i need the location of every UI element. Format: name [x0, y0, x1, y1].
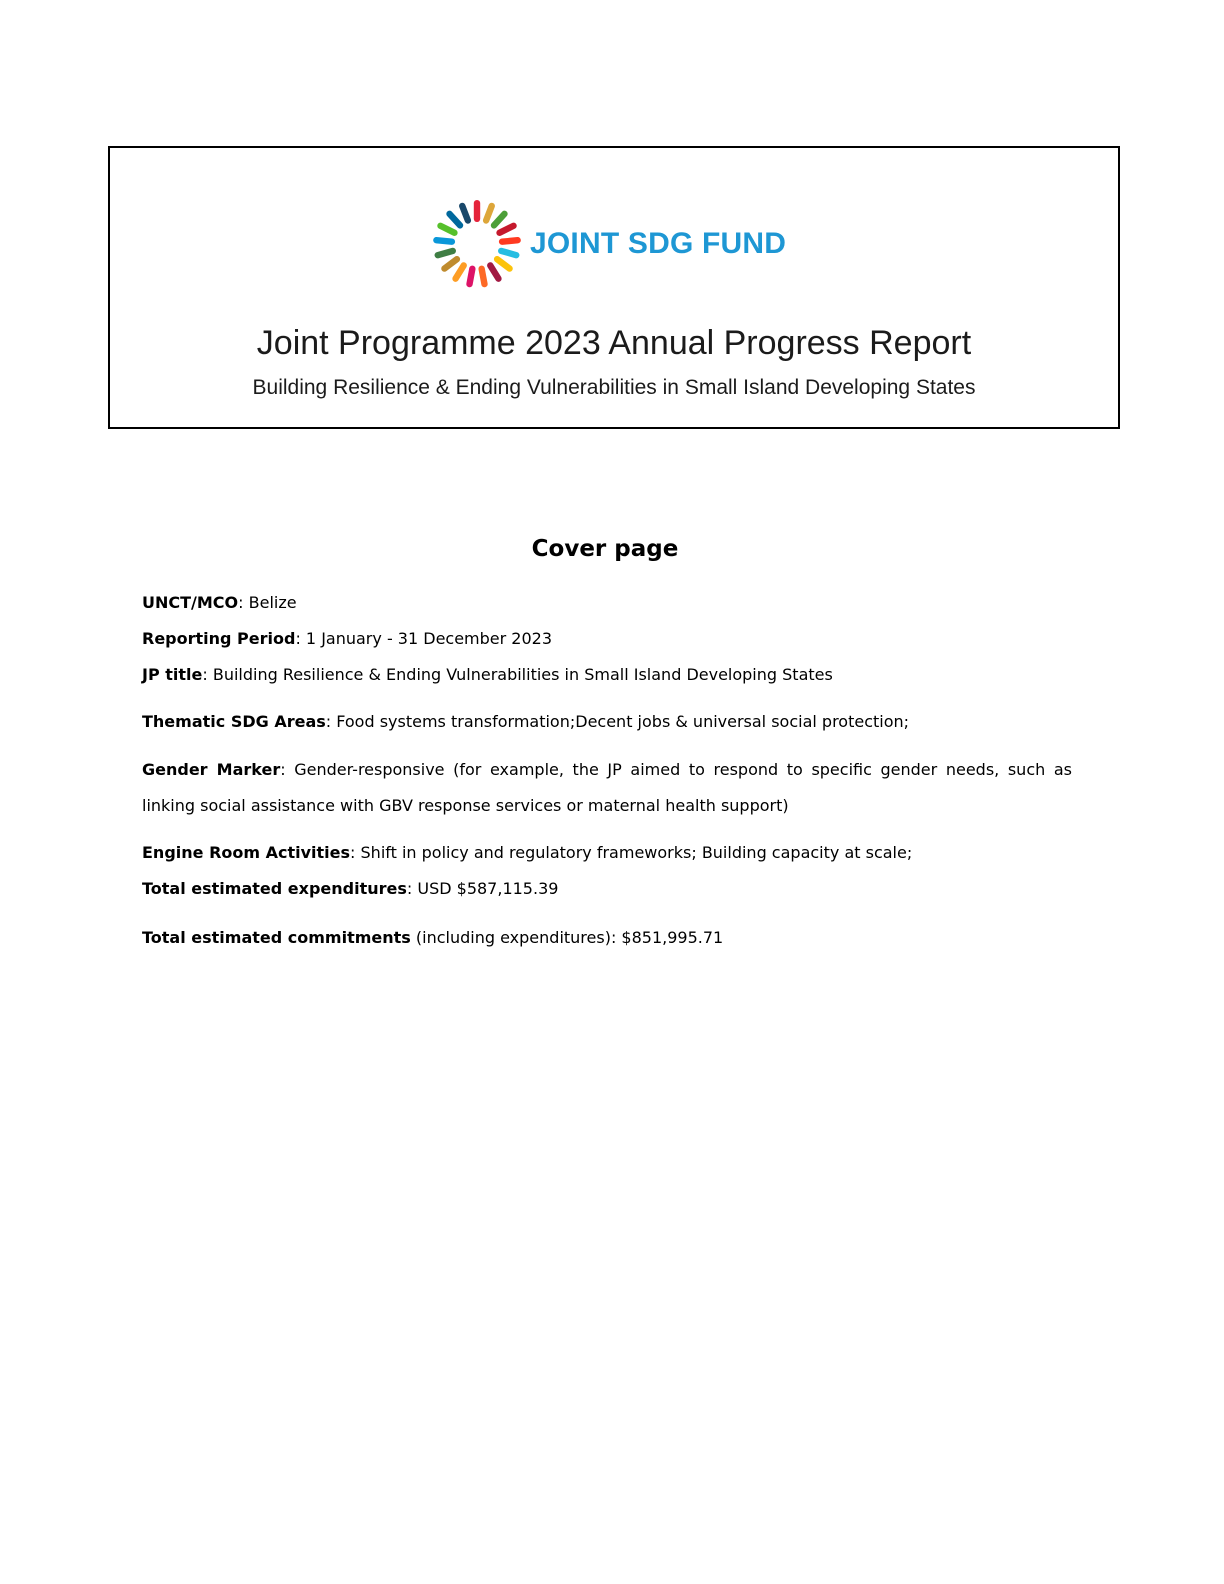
sdg-wheel-petal	[478, 265, 488, 288]
field-value: : 1 January - 31 December 2023	[295, 629, 553, 648]
field-value: : Building Resilience & Ending Vulnerabilities in Small Island Developing States	[202, 665, 833, 684]
field-value: : Food systems transformation;Decent jobs & universal social protection;	[325, 712, 910, 731]
sdg-wheel-petal	[497, 247, 520, 259]
field-gender-marker	[142, 752, 1072, 824]
report-subtitle: Building Resilience & Ending Vulnerabilities in Small Island Developing States	[252, 376, 976, 399]
field-label: Reporting Period	[142, 629, 296, 648]
field-value: : Shift in policy and regulatory frameworks; Building capacity at scale;	[350, 843, 913, 862]
sdg-wheel-petal	[433, 237, 455, 245]
field-label: Engine Room Activities	[142, 843, 351, 862]
sdg-wheel-petal	[474, 200, 480, 222]
field-engine-room-activities	[142, 835, 1072, 871]
report-header-box	[108, 146, 1120, 429]
field-label: Gender Marker	[142, 760, 281, 779]
logo-text: JOINT SDG FUND	[530, 227, 787, 260]
field-label: Thematic SDG Areas	[142, 712, 326, 731]
field-unct-mco	[142, 585, 1072, 621]
field-value: : Belize	[238, 593, 297, 612]
field-label: UNCT/MCO	[142, 593, 239, 612]
sdg-wheel-petal	[434, 247, 457, 259]
sdg-wheel-icon	[432, 192, 522, 296]
field-value: : USD $587,115.39	[406, 879, 559, 898]
field-label: Total estimated expenditures	[142, 879, 407, 898]
field-thematic-sdg-areas	[142, 704, 1072, 740]
field-label: JP title	[142, 665, 203, 684]
field-total-expenditures	[142, 871, 1072, 907]
sdg-wheel-petal	[466, 265, 476, 288]
field-value: (including expenditures): $851,995.71	[410, 928, 724, 947]
report-title: Joint Programme 2023 Annual Progress Report	[256, 324, 972, 362]
cover-page-heading: Cover page	[531, 536, 679, 562]
field-reporting-period	[142, 621, 1072, 657]
field-label: Total estimated commitments	[142, 928, 411, 947]
joint-sdg-fund-logo	[432, 192, 786, 296]
field-value: : Gender-responsive (for example, the JP aimed to respond to specific gender needs, such as linking social assistance with GBV response services or maternal health support)	[142, 760, 1073, 815]
sdg-wheel-petal	[499, 237, 521, 245]
field-jp-title	[142, 657, 1072, 693]
field-total-commitments	[142, 920, 1072, 956]
